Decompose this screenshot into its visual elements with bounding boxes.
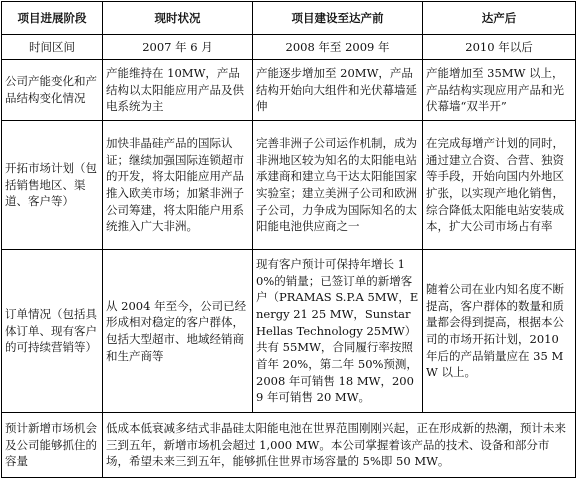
header-row [2,2,576,35]
cell-market-after: 在完成每增产计划的同时，通过建立合资、合营、独资等手段，开始向国内外地区扩张，以实现产地化销售，综合降低太阳能电站安装成本，扩大公司市场占有率 [423,121,576,250]
table-row-orders [2,250,576,413]
cell-orders-construction: 现有客户预计可保持年增长 10%的销量；已签订单的新增客户（PRAMAS S.P.A 5MW，Energy 21 25 MW，Sunstar Hellas Technology 25MW）共有 55MW，合同履行率按照首年 20%，第二年 50%预测，2008 年可销售 18 MW，2009 年可销售 20 MW。 [253,250,423,413]
table-row-capacity [2,60,576,121]
row-label-orders: 订单情况（包括具体订单、现有客户的可持续营销等） [2,250,103,413]
cell-market-construction: 完善非洲子公司运作机制，成为非洲地区较为知名的太阳能电站承建商和建立乌干达太阳能国家实验室；建立美洲子公司和欧洲子公司，力争成为国际知名的太阳能电池供应商之一 [253,121,423,250]
row-label-market-opportunity: 预计新增市场机会及公司能够抓住的容量 [2,413,103,478]
cell-orders-after: 随着公司在业内知名度不断提高，客户群体的数量和质量都会得到提高，根据本公司的市场开拓计划，2010 年后的产品销量应在 35 MW 以上。 [423,250,576,413]
header-after-production: 达产后 [423,2,576,35]
header-current: 现时状况 [103,2,253,35]
table-row-period [2,35,576,60]
cell-orders-current: 从 2004 年至今，公司已经形成相对稳定的客户群体，包括大型超市、地域经销商和生产商等 [103,250,253,413]
cell-market-current: 加快非晶硅产品的国际认证；继续加强国际连锁超市的开发，将太阳能应用产品推入欧美市场；加紧非洲子公司筹建，将太阳能户用系统推入广大非洲。 [103,121,253,250]
table-row-market-plan [2,121,576,250]
row-label-capacity: 公司产能变化和产品结构变化情况 [2,60,103,121]
header-stage: 项目进展阶段 [2,2,103,35]
row-label-period: 时间区间 [2,35,103,60]
cell-period-after: 2010 年以后 [423,35,576,60]
project-progress-table [1,1,576,478]
header-construction: 项目建设至达产前 [253,2,423,35]
cell-period-current: 2007 年 6 月 [103,35,253,60]
cell-capacity-construction: 产能逐步增加至 20MW，产品结构开始向大组件和光伏幕墙延伸 [253,60,423,121]
cell-capacity-current: 产能维持在 10MW，产品结构以太阳能应用产品及供电系统为主 [103,60,253,121]
cell-market-opportunity: 低成本低衰减多结式非晶硅太阳能电池在世界范围刚刚兴起，正在形成新的热潮，预计未来三到五年，新增市场机会超过 1,000 MW。本公司掌握着该产品的技术、设备和部分市场，希望未来三到五年，能够抓住世界市场容量的 5%即 50 MW。 [103,413,576,478]
row-label-market-plan: 开拓市场计划（包括销售地区、渠道、客户等） [2,121,103,250]
cell-capacity-after: 产能增加至 35MW 以上，产品结构实现应用产品和光伏幕墙“双半开” [423,60,576,121]
cell-period-construction: 2008 年至 2009 年 [253,35,423,60]
table-row-market-opportunity [2,413,576,478]
